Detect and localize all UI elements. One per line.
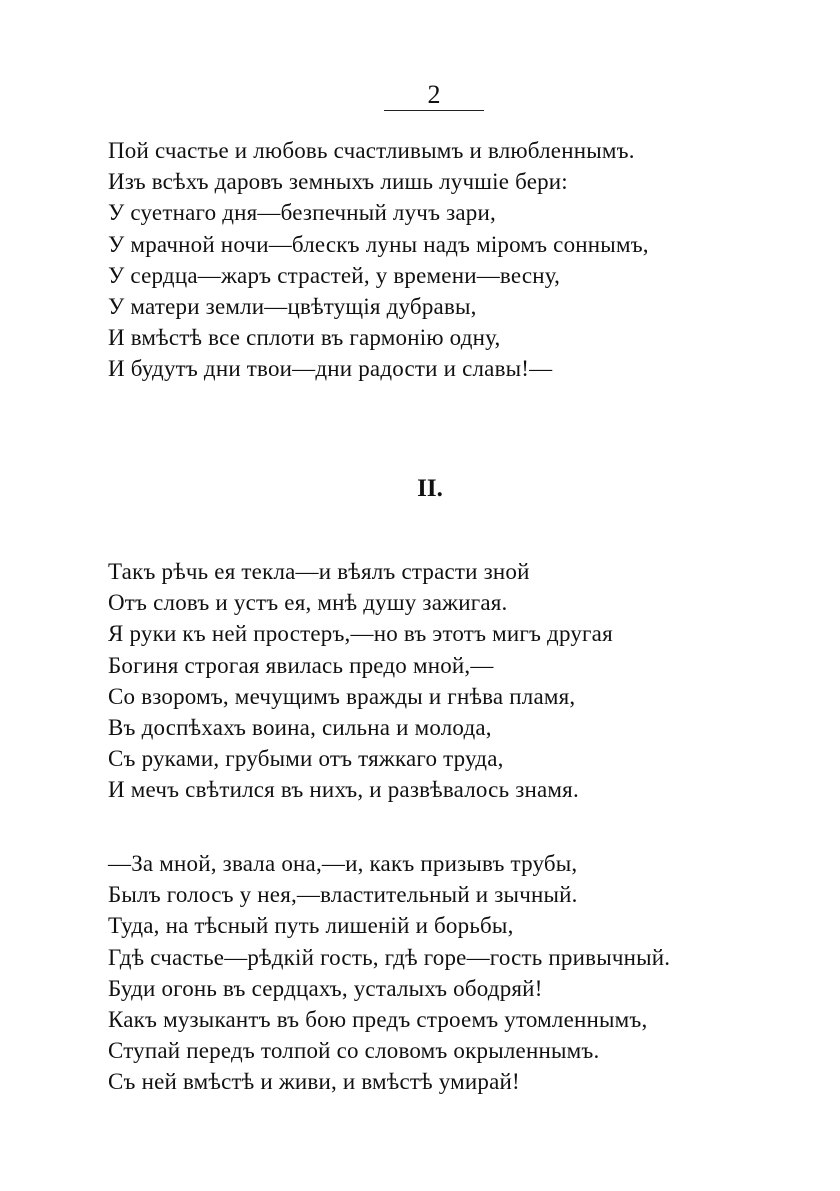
verse-line: Гдѣ счастье—рѣдкій гость, гдѣ горе—гость привычный.	[108, 944, 671, 970]
verse-line: У матери земли—цвѣтущія дубравы,	[108, 294, 477, 320]
verse-line: И будутъ дни твои—дни радости и славы!—	[108, 356, 553, 382]
verse-line: Отъ словъ и устъ ея, мнѣ душу зажигая.	[108, 590, 508, 616]
verse-line: Изъ всѣхъ даровъ земныхъ лишь лучшіе бери:	[108, 169, 568, 195]
verse-line: Со взоромъ, мечущимъ вражды и гнѣва пламя,	[108, 683, 576, 709]
verse-line: У суетнаго дня—безпечный лучъ зари,	[108, 200, 496, 226]
verse-line: Былъ голосъ у нея,—властительный и зычный.	[108, 882, 578, 908]
verse-line: Богиня строгая явилась предо мной,—	[108, 652, 494, 678]
verse-line: И мечъ свѣтился въ нихъ, и развѣвалось знамя.	[108, 777, 579, 803]
verse-line: Съ ней вмѣстѣ и живи, и вмѣстѣ умирай!	[108, 1069, 520, 1095]
stanza-3	[108, 848, 670, 1098]
verse-line: У мрачной ночи—блескъ луны надъ міромъ соннымъ,	[108, 231, 649, 257]
verse-line: Туда, на тѣсный путь лишеній и борьбы,	[108, 913, 514, 939]
verse-line: И вмѣстѣ все сплоти въ гармонію одну,	[108, 325, 501, 351]
verse-line: Какъ музыкантъ въ бою предъ строемъ утомленнымъ,	[108, 1007, 648, 1033]
verse-line: Я руки къ ней простеръ,—но въ этотъ мигъ другая	[108, 621, 613, 647]
verse-line: Такъ рѣчь ея текла—и вѣялъ страсти зной	[108, 559, 530, 584]
verse-line: —За мной, звала она,—и, какъ призывъ трубы,	[108, 851, 578, 876]
stanza-1	[108, 135, 649, 385]
page-number: 2	[427, 80, 441, 109]
verse-line: Съ руками, грубыми отъ тяжкаго труда,	[108, 746, 504, 772]
verse-line: Ступай передъ толпой со словомъ окрыленнымъ.	[108, 1038, 600, 1064]
verse-line: Въ доспѣхахъ воина, сильна и молода,	[108, 715, 492, 741]
page-number-rule	[384, 110, 484, 111]
verse-line: Пой счастье и любовь счастливымъ и влюбленнымъ.	[108, 138, 635, 163]
section-heading: II.	[417, 475, 443, 502]
verse-line: Буди огонь въ сердцахъ, усталыхъ ободряй!	[108, 975, 543, 1001]
stanza-2	[108, 556, 613, 806]
verse-line: У сердца—жаръ страстей, у времени—весну,	[108, 262, 561, 288]
